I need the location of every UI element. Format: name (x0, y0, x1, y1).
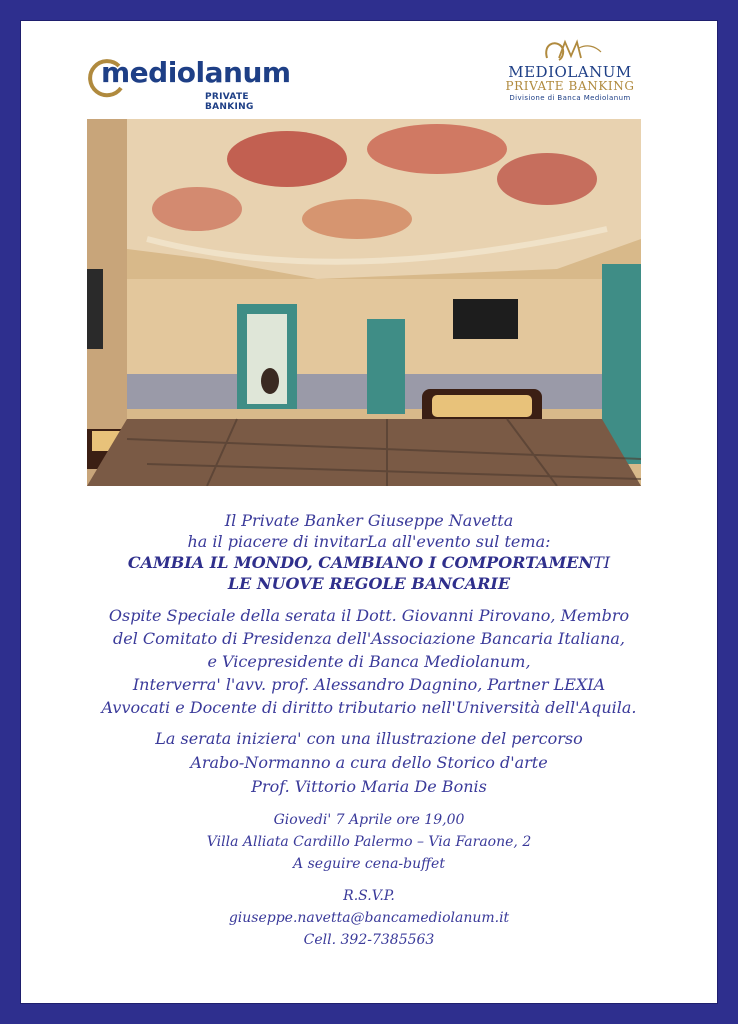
rsvp-phone[interactable]: Cell. 392-7385563 (303, 932, 435, 948)
logo-right-line2: PRIVATE BANKING (505, 79, 635, 93)
invitation-card (20, 20, 718, 1004)
logo-right-line3: Divisione di Banca Mediolanum (509, 94, 631, 102)
guest-line: e Vicepresidente di Banca Mediolanum, (207, 652, 531, 671)
title-line-1-main: CAMBIA IL MONDO, CAMBIANO I COMPORTAMEN (127, 553, 594, 572)
event-title (20, 552, 718, 594)
rsvp-block (20, 885, 718, 951)
guests-paragraph (20, 604, 718, 719)
rsvp-email[interactable]: giuseppe.navetta@bancamediolanum.it (228, 910, 510, 926)
mediolanum-logo (85, 52, 291, 112)
intro-line: Il Private Banker Giuseppe Navetta (224, 511, 514, 530)
event-details (20, 809, 718, 875)
guest-line: Ospite Speciale della serata il Dott. Giovanni Pirovano, Membro (108, 606, 630, 625)
event-venue: Villa Alliata Cardillo Palermo – Via Faraone, 2 (206, 834, 532, 850)
invitation-text (20, 510, 718, 951)
title-line-1 (20, 552, 718, 573)
mediolanum-private-banking-logo (490, 36, 650, 116)
guest-line: Interverra' l'avv. prof. Alessandro Dagnino, Partner LEXIA (132, 675, 606, 694)
intro (20, 510, 718, 552)
event-followup: A seguire cena-buffet (293, 856, 445, 872)
title-line-2: LE NUOVE REGOLE BANCARIE (227, 574, 511, 593)
intro-line: ha il piacere di invitarLa all'evento sul tema: (187, 532, 551, 551)
logo-left-sub: PRIVATE BANKING (205, 92, 254, 112)
title-line-1-end: TI (593, 553, 611, 572)
guest-line: del Comitato di Presidenza dell'Associazione Bancaria Italiana, (112, 629, 625, 648)
event-date: Giovedi' 7 Aprile ore 19,00 (273, 812, 465, 828)
rsvp-label: R.S.V.P. (343, 888, 395, 904)
logo-right-line1: MEDIOLANUM (508, 63, 632, 81)
monogram-icon (535, 36, 605, 64)
hall-illustration (87, 119, 641, 486)
guest-line: Avvocati e Docente di diritto tributario nell'Università dell'Aquila. (101, 698, 637, 717)
program-line: Prof. Vittorio Maria De Bonis (251, 777, 487, 796)
logo-left-brand: mediolanum (101, 56, 291, 89)
program-line: Arabo-Normanno a cura dello Storico d'arte (190, 753, 548, 772)
program-paragraph (20, 727, 718, 799)
program-line: La serata iniziera' con una illustrazione del percorso (155, 729, 583, 748)
villa-hall-photo (87, 119, 641, 486)
